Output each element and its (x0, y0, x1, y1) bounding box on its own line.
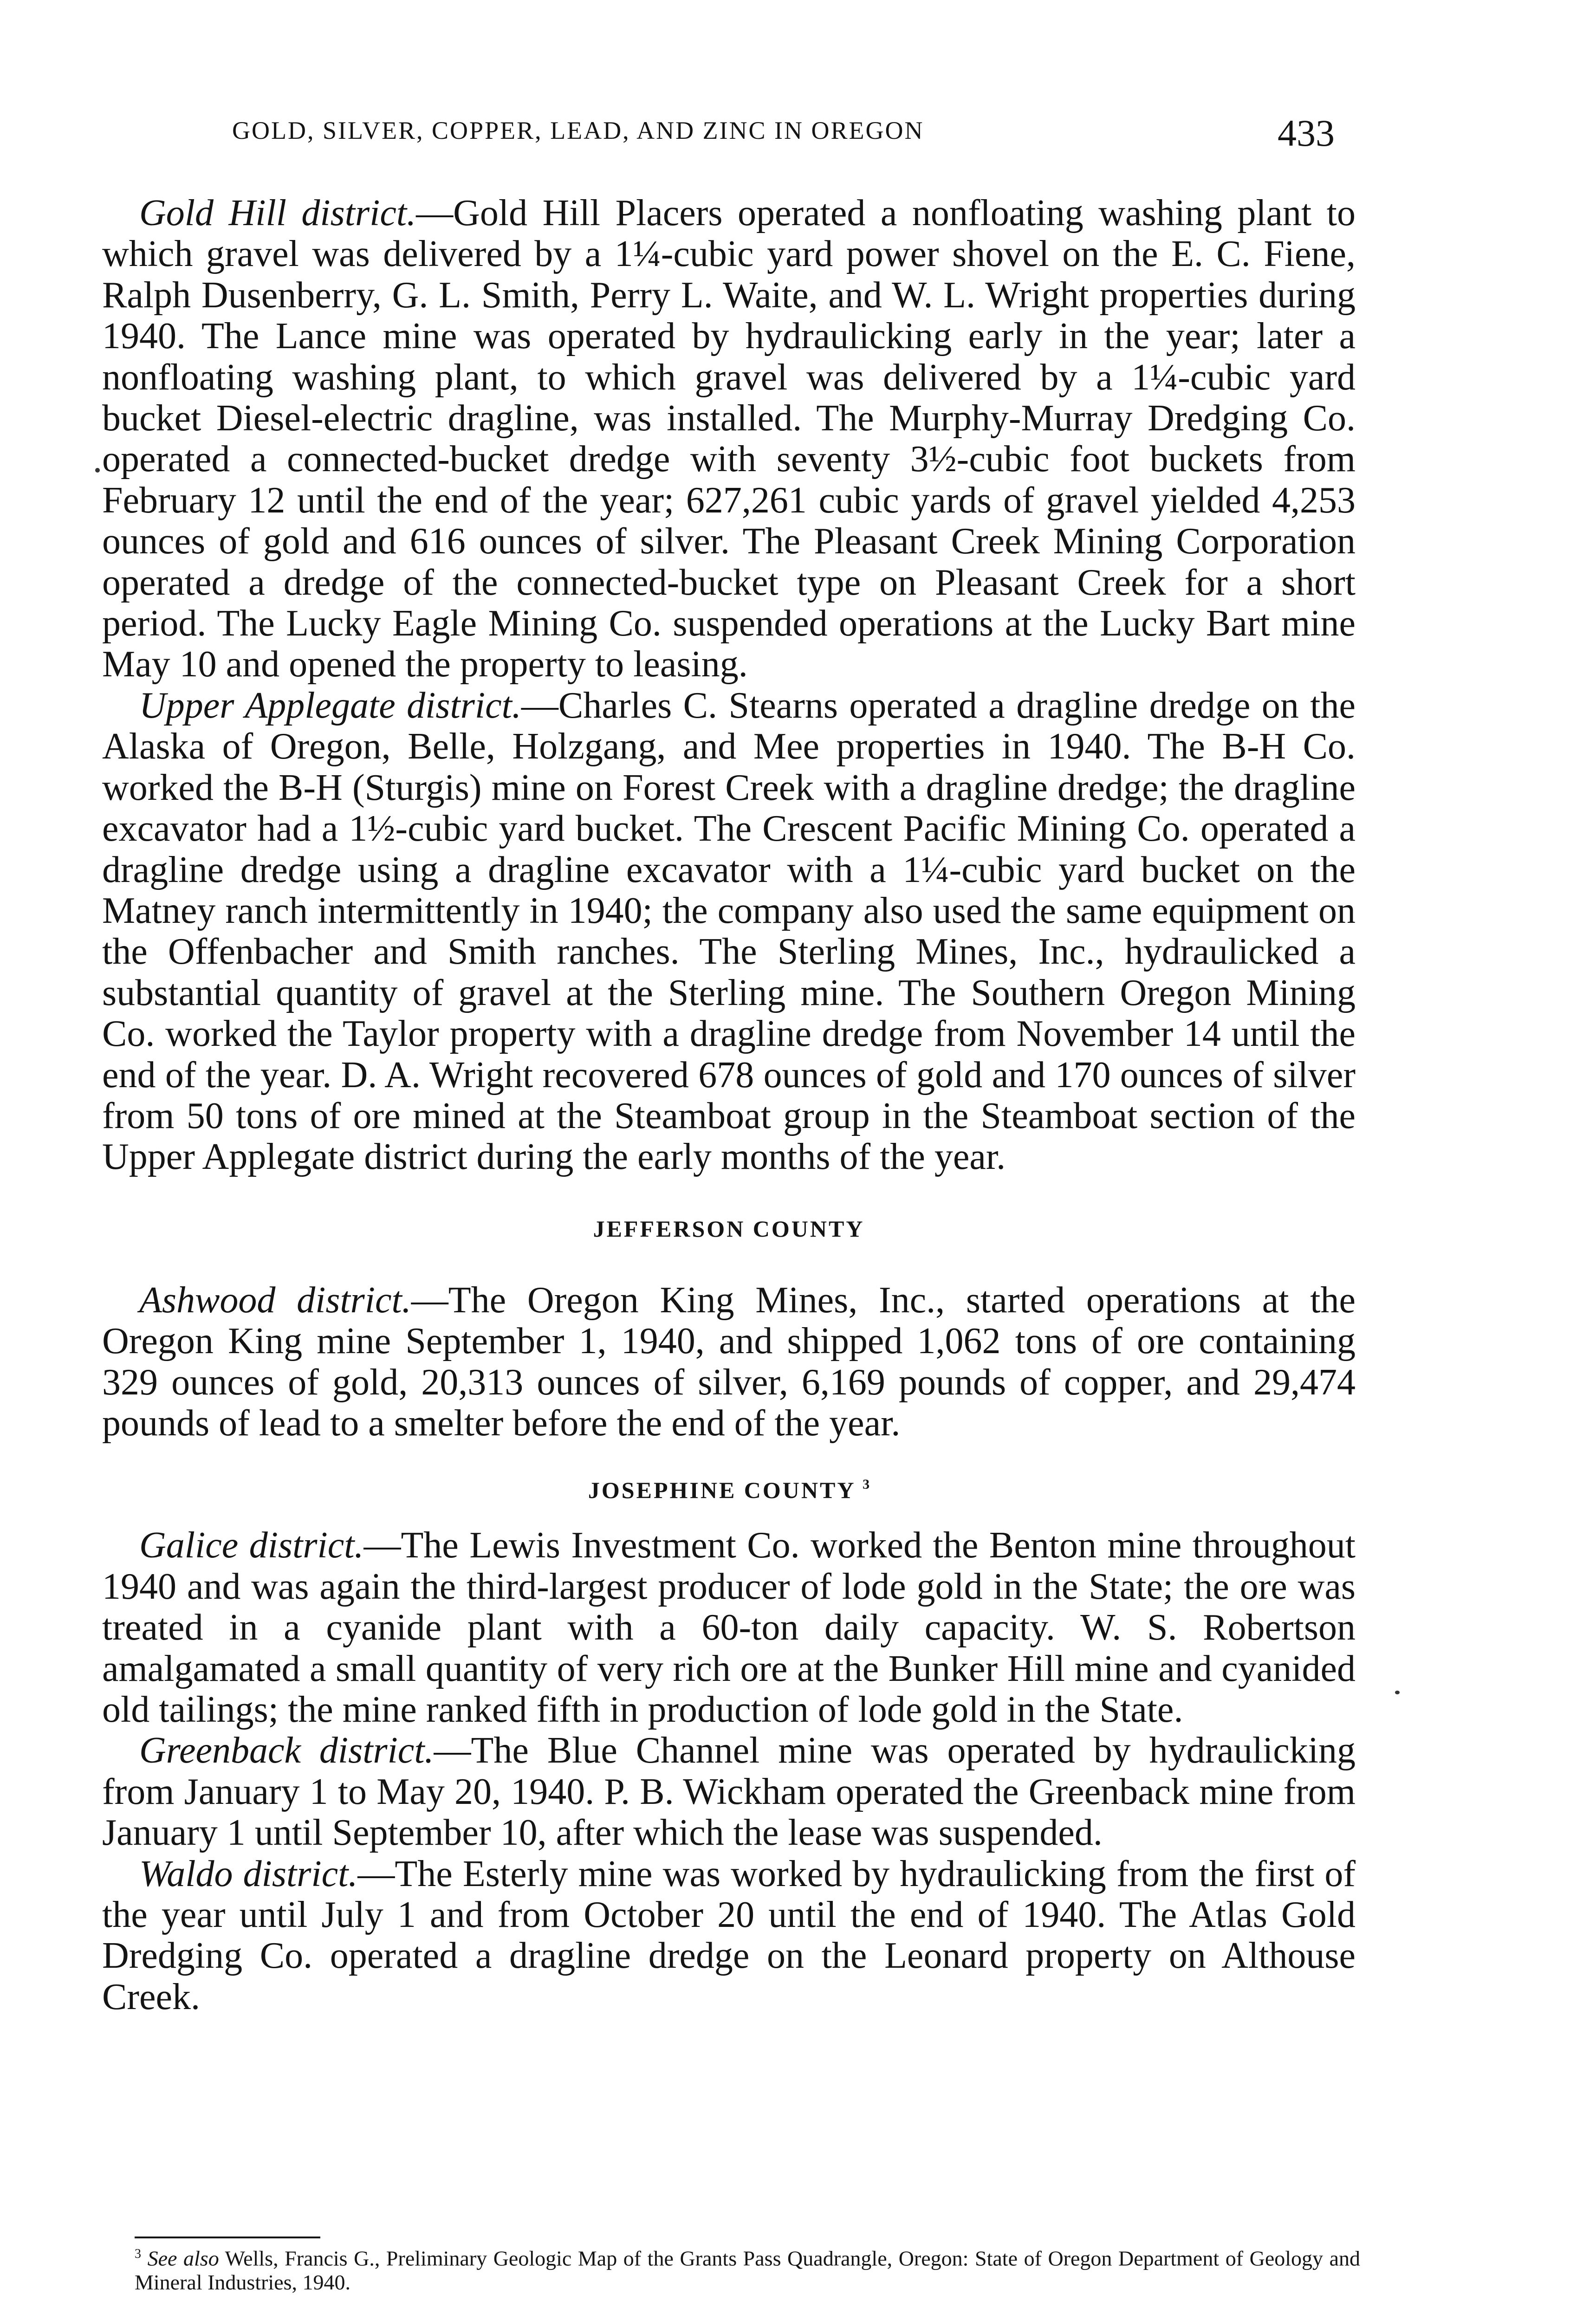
footnote-marker: 3 (135, 2247, 141, 2261)
district-name: Ashwood district. (139, 1279, 411, 1321)
district-name: Gold Hill district. (139, 193, 416, 233)
paragraph-text: —The Lewis Investment Co. worked the Benton mine throughout 1940 and was again the third-largest producer of lode gold in the State; the ore was treated in a cyanide plant with a 60-ton daily capacity. W. S. Robertson amalgamated a small quantity of very rich ore at the Bunker Hill mine and cyanided old tailings; the mine ranked fifth in production of lode gold in the State. (102, 1525, 1356, 1730)
paragraph-text: —The Oregon King Mines, Inc., started operations at the Oregon King mine September 1, 1940, and shipped 1,062 tons of ore containing 329 ounces of gold, 20,313 ounces of silver, 6,169 pounds of copper, and 29,474 pounds of lead to a smelter before the end of the year. (102, 1279, 1356, 1444)
paragraph-text: —Charles C. Stearns operated a dragline dredge on the Alaska of Oregon, Belle, Holzgang, and Mee properties in 1940. The B-H Co. worked the B-H (Sturgis) mine on Forest Creek with a dragline dredge; the dragline excavator had a 1½-cubic yard bucket. The Crescent Pacific Mining Co. operated a dragline dredge using a dragline excavator with a 1¼-cubic yard bucket on the Matney ranch intermittently in 1940; the company also used the same equipment on the Offenbacher and Smith ranches. The Sterling Mines, Inc., hydraulicked a substantial quantity of gravel at the Sterling mine. The Southern Oregon Mining Co. worked the Taylor property with a dragline dredge from November 14 until the end of the year. D. A. Wright recovered 678 ounces of gold and 170 ounces of silver from 50 tons of ore mined at the Steamboat group in the Steamboat section of the Upper Applegate district during the early months of the year. (102, 685, 1356, 1178)
page-number: 433 (1278, 112, 1335, 154)
paragraph-upper-applegate-district (102, 685, 1356, 1178)
paragraph-galice-district (102, 1525, 1356, 1730)
footnote (135, 2242, 1360, 2295)
footnote-text: Wells, Francis G., Preliminary Geologic Map of the Grants Pass Quadrangle, Oregon: State of Oregon Department of Geology and Mineral Industries, 1940. (135, 2246, 1361, 2295)
district-name: Upper Applegate district. (139, 685, 521, 726)
paragraph-greenback-district (102, 1730, 1356, 1853)
running-title: GOLD, SILVER, COPPER, LEAD, AND ZINC IN OREGON (232, 117, 924, 144)
section-heading-jefferson-county: JEFFERSON COUNTY (593, 1215, 865, 1242)
paragraph-text: —The Blue Channel mine was operated by hydraulicking from January 1 to May 20, 1940. P. B. Wickham operated the Greenback mine from January 1 until September 10, after which the lease was suspended. (102, 1730, 1356, 1854)
district-name: Waldo district. (139, 1853, 358, 1894)
footnote-rule (135, 2237, 320, 2238)
district-name: Greenback district. (139, 1730, 434, 1771)
district-name: Galice district. (139, 1525, 364, 1566)
paragraph-text: —Gold Hill Placers operated a nonfloating washing plant to which gravel was delivered by a 1¼-cubic yard power shovel on the E. C. Fiene, Ralph Dusenberry, G. L. Smith, Perry L. Waite, and W. L. Wright properties during 1940. The Lance mine was operated by hydraulicking early in the year; later a nonfloating washing plant, to which gravel was delivered by a 1¼-cubic yard bucket Diesel-electric dragline, was installed. The Murphy-Murray Dredging Co. operated a connected-bucket dredge with seventy 3½-cubic foot buckets from February 12 until the end of the year; 627,261 cubic yards of gravel yielded 4,253 ounces of gold and 616 ounces of silver. The Pleasant Creek Mining Corporation operated a dredge of the connected-bucket type on Pleasant Creek for a short period. The Lucky Eagle Mining Co. suspended operations at the Lucky Bart mine May 10 and opened the property to leasing. (102, 193, 1356, 685)
footnote-see-also: See also (147, 2246, 219, 2270)
body-text (102, 193, 1356, 2017)
scan-speck (1395, 1691, 1400, 1694)
section-heading-josephine-county (102, 1444, 1356, 1525)
paragraph-text: —The Esterly mine was worked by hydraulicking from the first of the year until July 1 and from October 20 until the end of 1940. The Atlas Gold Dredging Co. operated a dragline dredge on the Leonard property on Althouse Creek. (102, 1853, 1356, 2017)
heading-text: JOSEPHINE COUNTY (588, 1477, 855, 1504)
scan-speck (95, 468, 100, 473)
footnote-reference: 3 (863, 1477, 870, 1492)
paragraph-ashwood-district (102, 1280, 1356, 1444)
paragraph-waldo-district (102, 1854, 1356, 2018)
paragraph-gold-hill-district (102, 193, 1356, 685)
